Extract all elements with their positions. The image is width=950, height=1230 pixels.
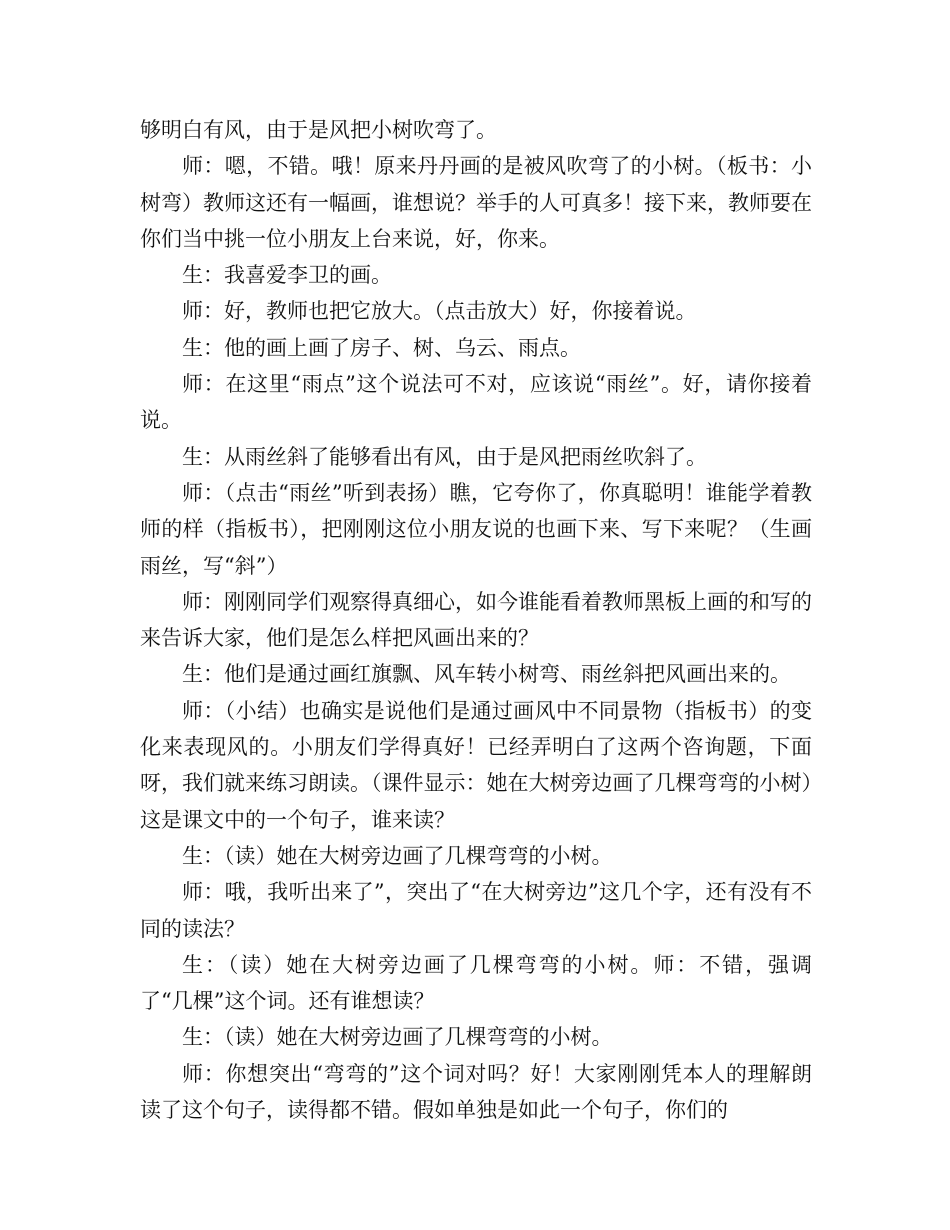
paragraph: 够明白有风，由于是风把小树吹弯了。 bbox=[140, 118, 497, 142]
paragraph: 生：他的画上画了房子、树、乌云、雨点。 bbox=[182, 335, 581, 360]
paragraph: 师：刚刚同学们观察得真细心，如今谁能看着教师黑板上画的和写的来告诉大家，他们是怎么样把风画出来的？ bbox=[140, 589, 812, 651]
paragraph: 生：（读）她在大树旁边画了几棵弯弯的小树。师：不错，强调了“几棵”这个词。还有谁想读？ bbox=[140, 952, 812, 1014]
paragraph: 生：从雨丝斜了能够看出有风，由于是风把雨丝吹斜了。 bbox=[182, 444, 707, 469]
paragraph: 师：哦，我听出来了”，突出了“在大树旁边”这几个字，还有没有不同的读法？ bbox=[140, 880, 812, 941]
paragraph: 师：你想突出“弯弯的”这个词对吗？好！大家刚刚凭本人的理解朗读了这个句子，读得都不错。假如单独是如此一个句子，你们的 bbox=[140, 1061, 812, 1123]
paragraph: 生：（读）她在大树旁边画了几棵弯弯的小树。 bbox=[182, 843, 613, 868]
paragraph: 师：好，教师也把它放大。（点击放大）好，你接着说。 bbox=[182, 299, 697, 324]
paragraph: 师：在这里“雨点”这个说法可不对，应该说“雨丝”。好，请你接着说。 bbox=[140, 372, 812, 433]
paragraph: 生：我喜爱李卫的画。 bbox=[182, 263, 392, 288]
document-body bbox=[140, 112, 812, 1128]
paragraph: 师：（小结）也确实是说他们是通过画风中不同景物（指板书）的变化来表现风的。小朋友们学得真好！已经弄明白了这两个咨询题，下面呀，我们就来练习朗读。（课件显示：她在大树旁边画了几棵弯弯的小树）这是课文中的一个句子，谁来读？ bbox=[140, 698, 812, 832]
paragraph: 生：他们是通过画红旗飘、风车转小树弯、雨丝斜把风画出来的。 bbox=[182, 662, 791, 687]
paragraph: 师：嗯，不错。哦！原来丹丹画的是被风吹弯了的小树。（板书：小树弯）教师这还有一幅画，谁想说？举手的人可真多！接下来，教师要在你们当中挑一位小朋友上台来说，好，你来。 bbox=[140, 154, 812, 251]
paragraph: 生：（读）她在大树旁边画了几棵弯弯的小树。 bbox=[182, 1025, 613, 1050]
paragraph: 师：（点击“雨丝”听到表扬）瞧，它夸你了，你真聪明！谁能学着教师的样（指板书），把刚刚这位小朋友说的也画下来、写下来呢？（生画雨丝，写“斜”） bbox=[140, 480, 812, 578]
